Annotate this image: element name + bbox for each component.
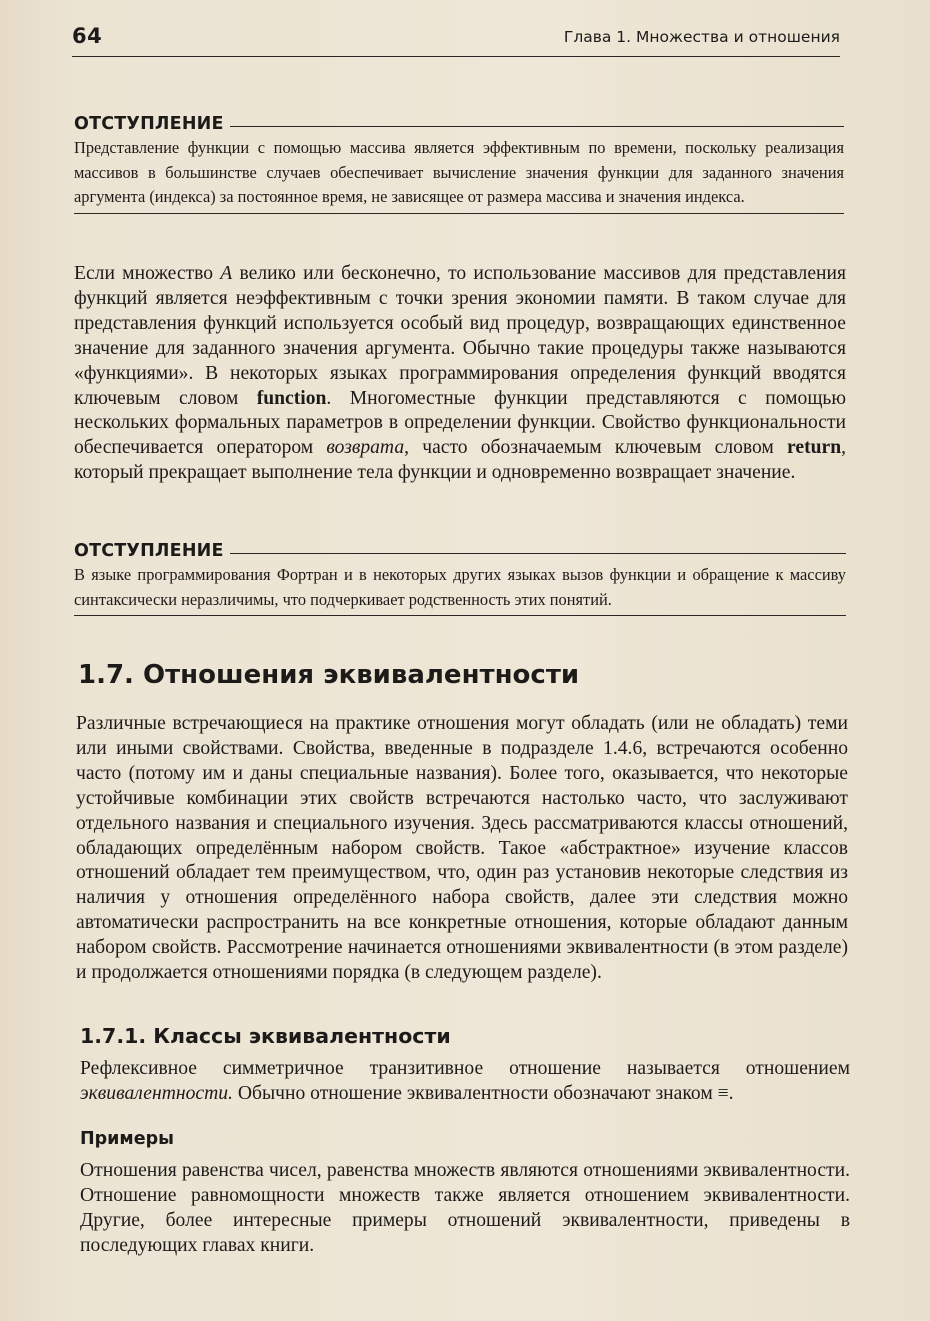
page-number: 64 [72, 24, 103, 48]
aside-title: ОТСТУПЛЕНИЕ [74, 541, 224, 561]
variable-a: A [220, 263, 233, 284]
aside-title-rule [230, 126, 844, 127]
text-span: , часто обозначаемым ключевым словом [404, 437, 788, 459]
aside-block-2 [74, 541, 846, 616]
text-span: Если множество [74, 263, 221, 284]
aside-bottom-rule [74, 213, 844, 214]
examples-heading: Примеры [80, 1129, 174, 1149]
aside-text: В языке программирования Фортран и в некоторых других языках вызов функции и обращение к массиву синтаксически неразличимы, что подчеркивает родственность этих понятий. [74, 565, 846, 609]
text-span: , который прекращает выполнение тела функции и одновременно возвращает значение. [74, 437, 846, 484]
text-span: велико или бесконечно, то использование массивов для представления функций является неэффективным с точки зрения экономии памяти. В таком случае для представления функций используется особый вид процедур, возвращающих единственное значение для заданного значения аргумента. Обычно такие процедуры также называются «функциями». В некоторых языках программирования определения функций вводятся ключевым словом [74, 263, 847, 409]
aside-title-row [74, 541, 846, 561]
emphasis-return: возврата [326, 437, 405, 459]
subsection-title: 1.7.1. Классы эквивалентности [80, 1024, 451, 1048]
running-head: Глава 1. Множества и отношения [563, 28, 840, 46]
aside-title-row [74, 114, 844, 134]
paragraph-examples: Отношения равенства чисел, равенства множеств являются отношениями эквивалентности. Отношение равномощности множеств также является отношением эквивалентности. Другие, более интересные примеры отношений эквивалентности, приведены в последующих главах книги. [80, 1160, 850, 1256]
aside-bottom-rule [74, 615, 846, 616]
aside-title-rule [230, 553, 846, 554]
emphasis-term: эквивалентности. [80, 1082, 233, 1104]
page-header [72, 22, 840, 57]
text-span: Рефлексивное симметричное транзитивное отношение называется отношением [80, 1058, 850, 1079]
keyword-function: function [256, 387, 327, 409]
paragraph-section-intro: Различные встречающиеся на практике отношения могут обладать (или не обладать) теми или иными свойствами. Свойства, введенные в подразделе 1.4.6, встречаются особенно часто (потому им и даны специальные названия). Более того, оказывается, что некоторые устойчивые комбинации этих свойств встречаются настолько часто, что заслуживают отдельного названия и специального изучения. Здесь рассматриваются классы отношений, обладающих определённым набором свойств. Такое «абстрактное» изучение классов отношений обладает тем преимуществом, что, один раз установив некоторые следствия из наличия у отношения определённого набора свойств, далее эти следствия можно автоматически распространить на все конкретные отношения, которые обладают данным набором свойств. Рассмотрение начинается отношениями эквивалентности (в этом разделе) и продолжается отношениями порядка (в следующем разделе). [76, 713, 848, 984]
keyword-return: return [787, 437, 842, 459]
aside-title: ОТСТУПЛЕНИЕ [74, 114, 224, 134]
aside-text: Представление функции с помощью массива является эффективным по времени, поскольку реализация массивов в большинстве случаев обеспечивает вычисление значения функции для заданного значения аргумента (индекса) за постоянное время, не зависящее от размера массива и значения индекса. [74, 138, 844, 206]
paragraph-function-procedures [74, 262, 846, 486]
text-span: Обычно отношение эквивалентности обозначают знаком ≡. [232, 1082, 734, 1104]
paragraph-equivalence-definition [80, 1057, 850, 1107]
text-span: . Многоместные функции представляются с помощью нескольких формальных параметров в определении функции. Свойство функциональности обеспечивается оператором [74, 387, 846, 459]
aside-block-1 [74, 114, 844, 214]
section-title: 1.7. Отношения эквивалентности [78, 660, 580, 690]
